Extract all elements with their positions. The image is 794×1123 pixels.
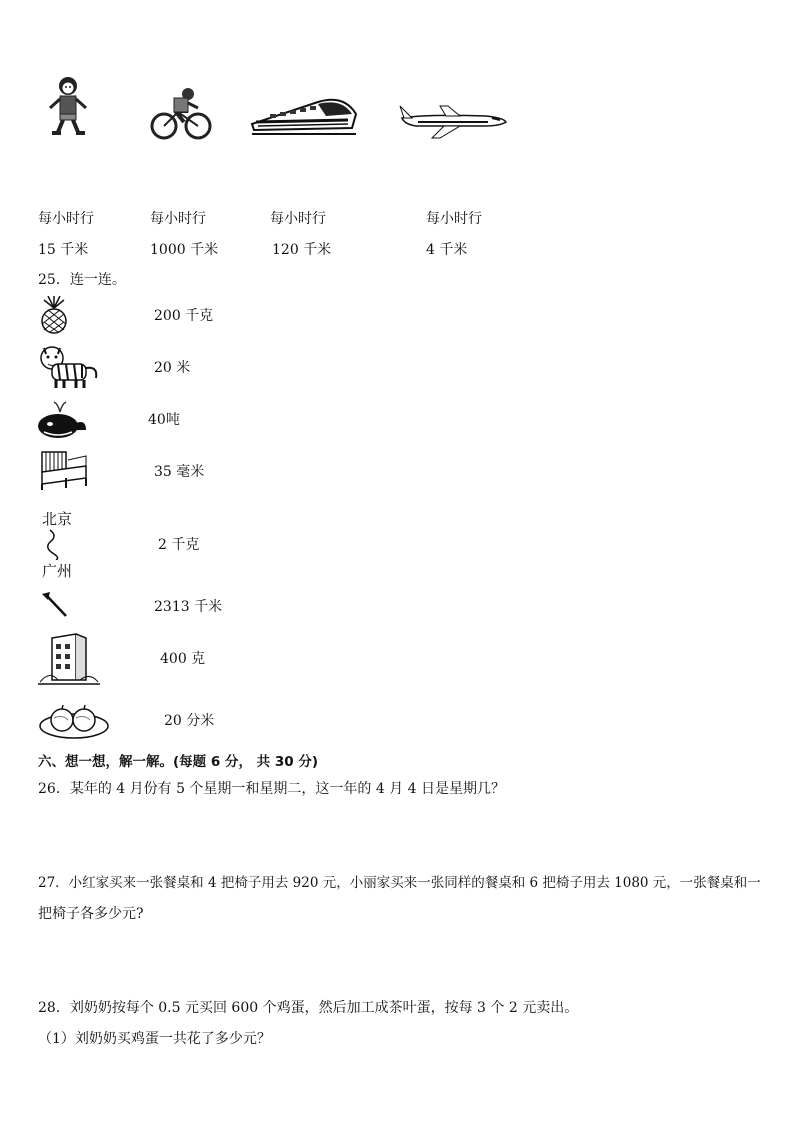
- section-6-title: 六、想一想，解一解。(每题 6 分， 共 30 分): [38, 754, 319, 770]
- question-28: 28．刘奶奶按每个 0.5 元买回 600 个鸡蛋，然后加工成茶叶蛋，按每 3 个 2 元卖出。: [38, 1000, 579, 1016]
- speed-value-2: 1000 千米: [150, 242, 219, 258]
- speed-value-1: 15 千米: [38, 242, 89, 258]
- route-map-icon: [38, 508, 86, 580]
- q25-value-1: 200 千克: [154, 308, 214, 324]
- airplane-icon: [396, 100, 508, 140]
- bed-icon: [38, 448, 90, 492]
- fruit-plate-icon: [38, 700, 110, 740]
- building-icon: [38, 630, 100, 686]
- q25-value-7: 400 克: [160, 651, 206, 667]
- pineapple-icon: [38, 296, 70, 334]
- child-walking-icon: [46, 74, 90, 138]
- speed-label-2: 每小时行: [150, 211, 206, 227]
- q25-title: 25．连一连。: [38, 272, 126, 288]
- speed-value-4: 4 千米: [426, 242, 468, 258]
- speed-value-3: 120 千米: [272, 242, 332, 258]
- speed-label-4: 每小时行: [426, 211, 482, 227]
- q25-value-3: 40吨: [148, 412, 180, 428]
- train-icon: [248, 94, 360, 138]
- q25-value-6: 2313 千米: [154, 599, 223, 615]
- cyclist-icon: [150, 82, 212, 142]
- whale-icon: [36, 400, 88, 440]
- q25-value-5: 2 千克: [158, 537, 200, 553]
- map-city-bottom: 广州: [42, 562, 73, 580]
- nail-icon: [40, 590, 70, 618]
- question-27-line1: 27．小红家买来一张餐桌和 4 把椅子用去 920 元，小丽家买来一张同样的餐桌和 6 把椅子用去 1080 元，一张餐桌和一: [38, 875, 761, 891]
- q25-value-2: 20 米: [154, 360, 191, 376]
- speed-label-1: 每小时行: [38, 211, 94, 227]
- tiger-icon: [38, 344, 100, 390]
- q25-value-8: 20 分米: [164, 713, 215, 729]
- speed-label-3: 每小时行: [270, 211, 326, 227]
- question-26: 26．某年的 4 月份有 5 个星期一和星期二，这一年的 4 月 4 日是星期几？: [38, 781, 506, 797]
- question-28-sub1: （1）刘奶奶买鸡蛋一共花了多少元？: [38, 1031, 271, 1047]
- q25-value-4: 35 毫米: [154, 464, 205, 480]
- map-city-top: 北京: [42, 510, 73, 528]
- question-27-line2: 把椅子各多少元?: [38, 906, 144, 922]
